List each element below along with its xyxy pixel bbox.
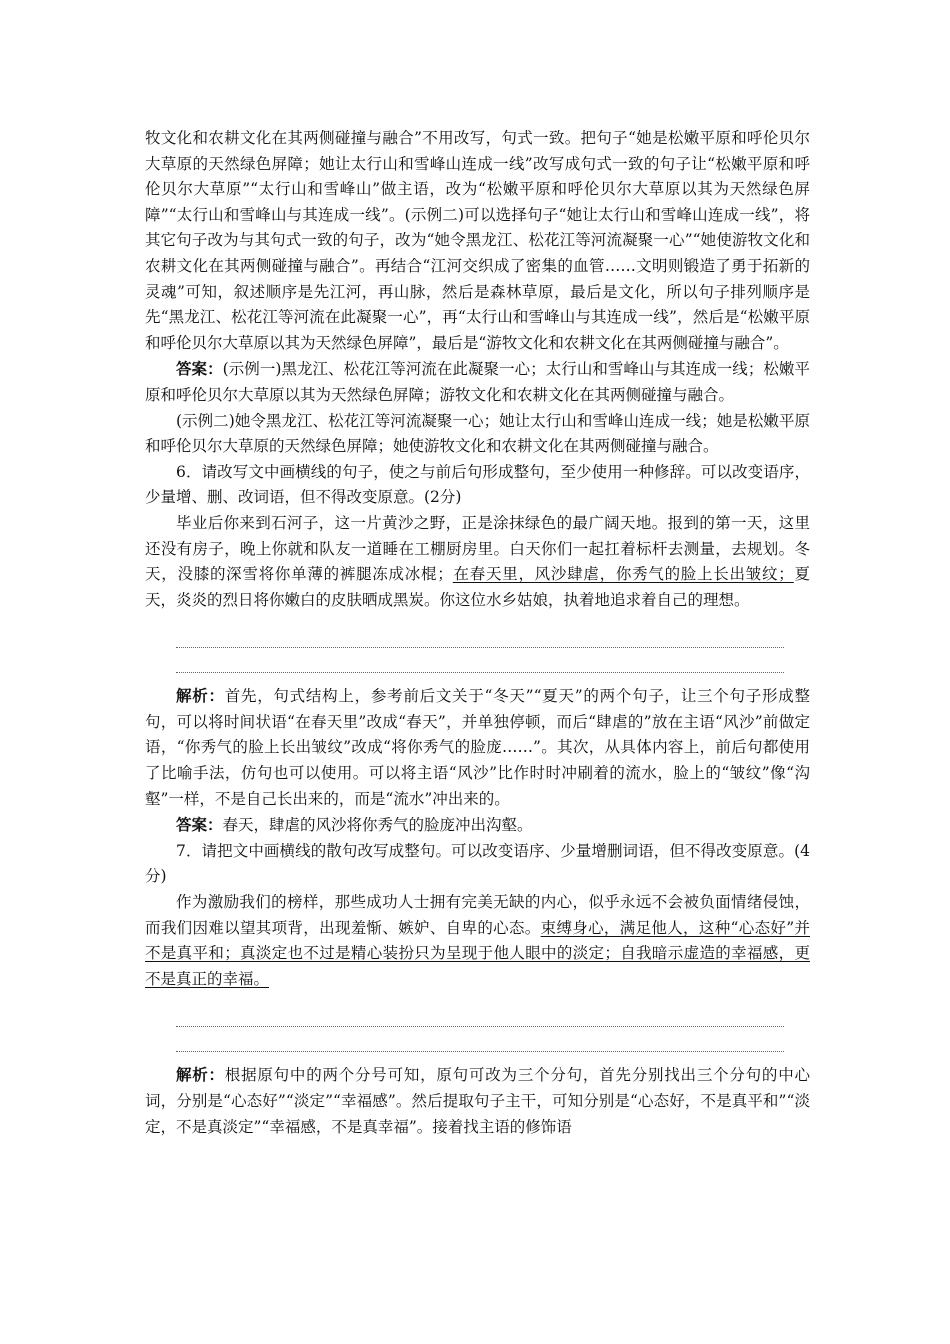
question-7-prompt: 7．请把文中画横线的散句改写成整句。可以改变语序、少量增删词语，但不得改变原意。(4分) bbox=[145, 841, 810, 886]
q5-answer-example-one bbox=[145, 356, 810, 408]
answer-label: 答案： bbox=[176, 815, 223, 835]
answer-line bbox=[176, 1027, 784, 1052]
question-6-passage bbox=[145, 511, 810, 613]
answer-line bbox=[176, 623, 784, 648]
analysis-continued-paragraph: 牧文化和农耕文化在其两侧碰撞与融合”不用改写，句式一致。把句子“她是松嫩平原和呼伦贝尔大草原的天然绿色屏障；她让太行山和雪峰山连成一线”改写成句式一致的句子让“松嫩平原和呼伦贝尔大草原”“太行山和雪峰山”做主语，改为“松嫩平原和呼伦贝尔大草原以其为天然绿色屏障”“太行山和雪峰山与其连成一线”。(示例二)可以选择句子“她让太行山和雪峰山连成一线”，将其它句子改为与其句式一致的句子，改为“她令黑龙江、松花江等河流凝聚一心”“她使游牧文化和农耕文化在其两侧碰撞与融合”。再结合“江河交织成了密集的血管……文明则锻造了勇于拓新的灵魂”可知，叙述顺序是先江河，再山脉，然后是森林草原，最后是文化，所以句子排列顺序是先“黑龙江、松花江等河流在此凝聚一心”，再“太行山和雪峰山与其连成一线”，然后是“松嫩平原和呼伦贝尔大草原以其为天然绿色屏障”，最后是“游牧文化和农耕文化在其两侧碰撞与融合”。 bbox=[145, 129, 810, 352]
analysis-text: 根据原句中的两个分号可知，原句可改为三个分句，首先分别找出三个分句的中心词，分别是“心态好”“淡定”“幸福感”。然后提取句子主干，可知分别是“心态好，不是真平和”“淡定，不是真淡定”“幸福感，不是真幸福”。接着找主语的修饰语 bbox=[145, 1066, 810, 1136]
q5-answer-example-two: (示例二)她令黑龙江、松花江等河流凝聚一心；她让太行山和雪峰山连成一线；她是松嫩平原和呼伦贝尔大草原的天然绿色屏障；她使游牧文化和农耕文化在其两侧碰撞与融合。 bbox=[145, 411, 810, 456]
passage-text: 夏天，炎炎的烈日将你嫩白的皮肤晒成黑炭。你这位水乡姑娘，执着地追求着自己的理想。 bbox=[145, 565, 810, 609]
question-7-passage bbox=[145, 890, 810, 992]
analysis-text: 首先，句式结构上，参考前后文关于“冬天”“夏天”的两个句子，让三个句子形成整句，可以将时间状语“在春天里”改成“春天”，并单独停顿，而后“肆虐的”放在主语“风沙”前做定语，“你秀气的脸上长出皱纹”改成“将你秀气的脸庞……”。其次，从具体内容上，前后句都使用了比喻手法，仿句也可以使用。可以将主语“风沙”比作时时冲刷着的流水，脸上的“皱纹”像“沟壑”一样，不是自己长出来的，而是“流水”冲出来的。 bbox=[145, 687, 810, 808]
passage-text: 毕业后你来到石河子，这一片黄沙之野，正是涂抹绿色的最广阔天地。报到的第一天，这里还没有房子，晚上你就和队友一道睡在工棚厨房里。白天你们一起扛着标杆去测量，去规划。冬天，没膝的深雪将你单薄的裤腿冻成冰棍； bbox=[145, 513, 810, 584]
question-7-analysis bbox=[145, 1062, 810, 1140]
answer-lines-q7 bbox=[176, 1002, 784, 1052]
underlined-sentence: 束缚身心，满足他人，这种“心态好”并不是真平和；真淡定也不过是精心装扮只为呈现于他人眼中的淡定；自我暗示虚造的幸福感，更不是真正的幸福。 bbox=[145, 918, 810, 988]
underlined-sentence: 在春天里，风沙肆虐，你秀气的脸上长出皱纹； bbox=[452, 565, 794, 584]
question-6-answer bbox=[145, 812, 810, 839]
answer-line bbox=[176, 1002, 784, 1027]
document-page bbox=[145, 126, 810, 1140]
question-6-prompt: 6．请改写文中画横线的句子，使之与前后句形成整句，至少使用一种修辞。可以改变语序，少量增、删、改词语，但不得改变原意。(2分) bbox=[145, 462, 810, 507]
analysis-label: 解析： bbox=[176, 1065, 225, 1085]
answer-text: (示例一)黑龙江、松花江等河流在此凝聚一心；太行山和雪峰山与其连成一线；松嫩平原和呼伦贝尔大草原以其为天然绿色屏障；游牧文化和农耕文化在其两侧碰撞与融合。 bbox=[145, 360, 810, 404]
passage-text: 作为激励我们的榜样，那些成功人士拥有完美无缺的内心，似乎永远不会被负面情绪侵蚀，而我们因难以望其项背，出现羞惭、嫉妒、自卑的心态。 bbox=[145, 893, 810, 937]
answer-label: 答案： bbox=[176, 359, 223, 379]
answer-lines-q6 bbox=[176, 623, 784, 673]
answer-text: 春天，肆虐的风沙将你秀气的脸庞冲出沟壑。 bbox=[222, 816, 533, 835]
question-6-analysis bbox=[145, 683, 810, 812]
analysis-label: 解析： bbox=[176, 686, 225, 706]
answer-line bbox=[176, 648, 784, 673]
